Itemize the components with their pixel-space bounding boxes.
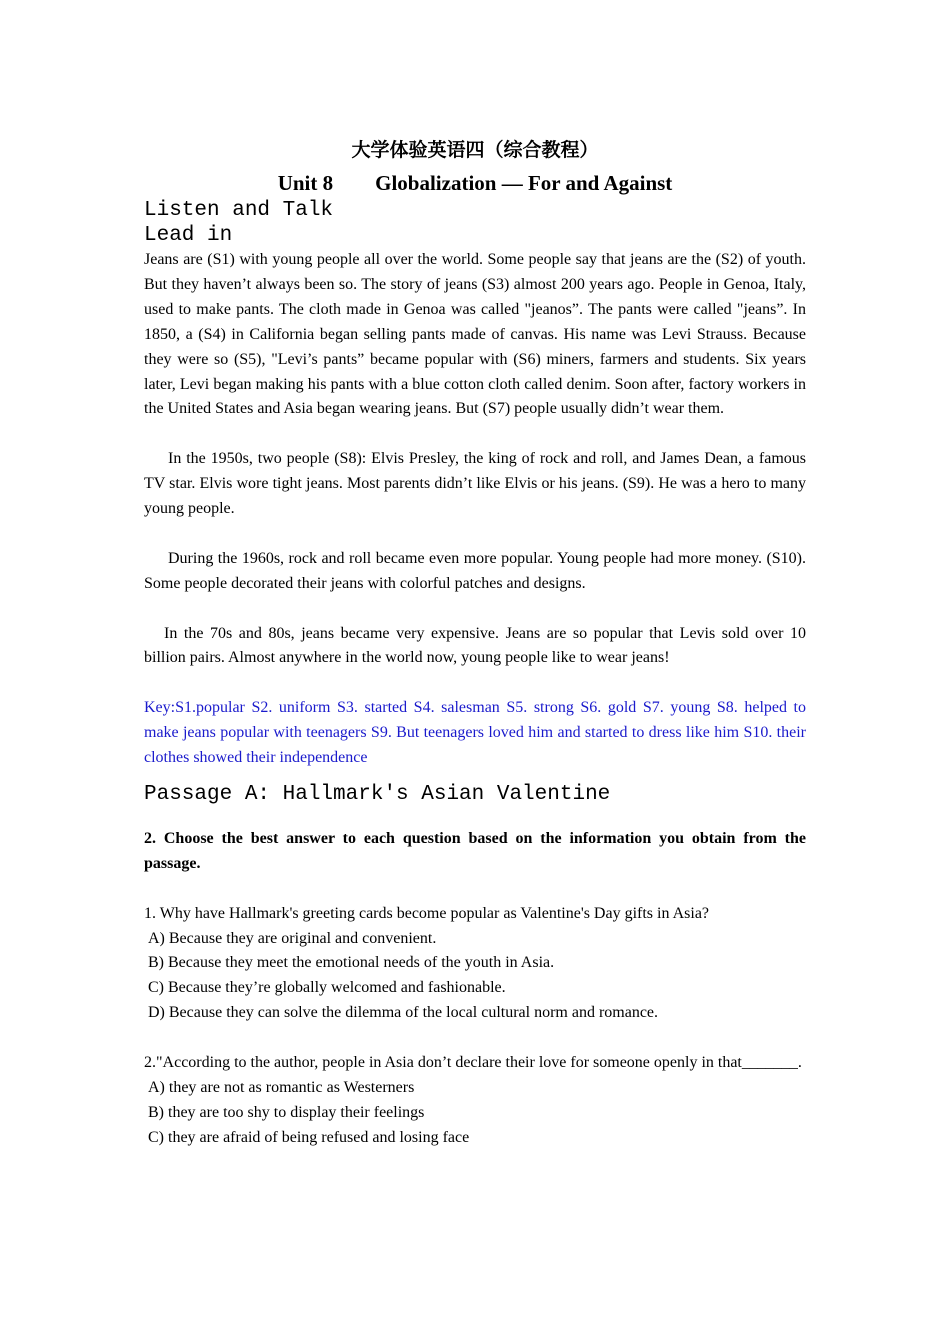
passage-a-heading: Passage A: Hallmark's Asian Valentine (144, 782, 611, 806)
question-stem: 1. Why have Hallmark's greeting cards become popular as Valentine's Day gifts in Asia? (144, 904, 710, 922)
lead-in-paragraph-4: In the 70s and 80s, jeans became very expensive. Jeans are so popular that Levis sold over 10 billion pairs. Almost anywhere in the world now, young people like to wear jeans! (144, 624, 806, 667)
lead-in-paragraph-2: In the 1950s, two people (S8): Elvis Presley, the king of rock and roll, and James Dean, a famous TV star. Elvis wore tight jeans. Most parents didn’t like Elvis or his jeans. (S9). He was a hero to many young people. (144, 450, 806, 518)
spacer (144, 422, 806, 447)
option-c: C) they are afraid of being refused and losing face (148, 1128, 470, 1146)
exercise-instruction: 2. Choose the best answer to each question based on the information you obtain from the passage. (144, 829, 806, 872)
question-1 (144, 902, 806, 1027)
spacer (144, 877, 806, 902)
answer-key: Key:S1.popular S2. uniform S3. started S4. salesman S5. strong S6. gold S7. young S8. helped to make jeans popular with teenagers S9. But teenagers loved him and started to dress like him S10. their clothes showed their independence (144, 699, 806, 767)
document-page (144, 135, 806, 1151)
option-a: A) Because they are original and convenient. (148, 929, 437, 947)
book-title: 大学体验英语四（综合教程） (351, 139, 599, 161)
spacer (144, 671, 806, 696)
section-heading-listen-talk: Listen and Talk (144, 199, 334, 222)
spacer (144, 597, 806, 622)
spacer (144, 522, 806, 547)
lead-in-paragraph-3: During the 1960s, rock and roll became even more popular. Young people had more money. (S10). Some people decorated their jeans with colorful patches and designs. (144, 549, 806, 592)
unit-title: Unit 8 Globalization — For and Against (277, 171, 673, 195)
question-2 (144, 1051, 806, 1151)
option-d: D) Because they can solve the dilemma of the local cultural norm and romance. (148, 1004, 659, 1022)
spacer (144, 1026, 806, 1051)
option-b: B) they are too shy to display their feelings (148, 1103, 425, 1121)
lead-in-paragraph-1: Jeans are (S1) with young people all over the world. Some people say that jeans are the (S2) of youth. But they haven’t always been so. The story of jeans (S3) almost 200 years ago. People in Genoa, Italy, used to make pants. The cloth made in Genoa was called "jeanos”. The pants were called "jeans”. In 1850, a (S4) in California began selling pants made of canvas. His name was Levi Strauss. Because they were so (S5), "Levi’s pants” became popular with (S6) miners, farmers and students. Six years later, Levi began making his pants with a blue cotton cloth called denim. Soon after, factory workers in the United States and Asia began wearing jeans. But (S7) people usually didn’t wear them. (144, 251, 806, 418)
option-c: C) Because they’re globally welcomed and fashionable. (148, 979, 506, 997)
option-a: A) they are not as romantic as Westerners (148, 1079, 415, 1096)
subsection-heading-lead-in: Lead in (144, 224, 233, 247)
spacer (144, 809, 806, 827)
question-stem: 2."According to the author, people in Asia don’t declare their love for someone openly in that_______. (144, 1054, 802, 1072)
option-b: B) Because they meet the emotional needs of the youth in Asia. (148, 954, 555, 972)
